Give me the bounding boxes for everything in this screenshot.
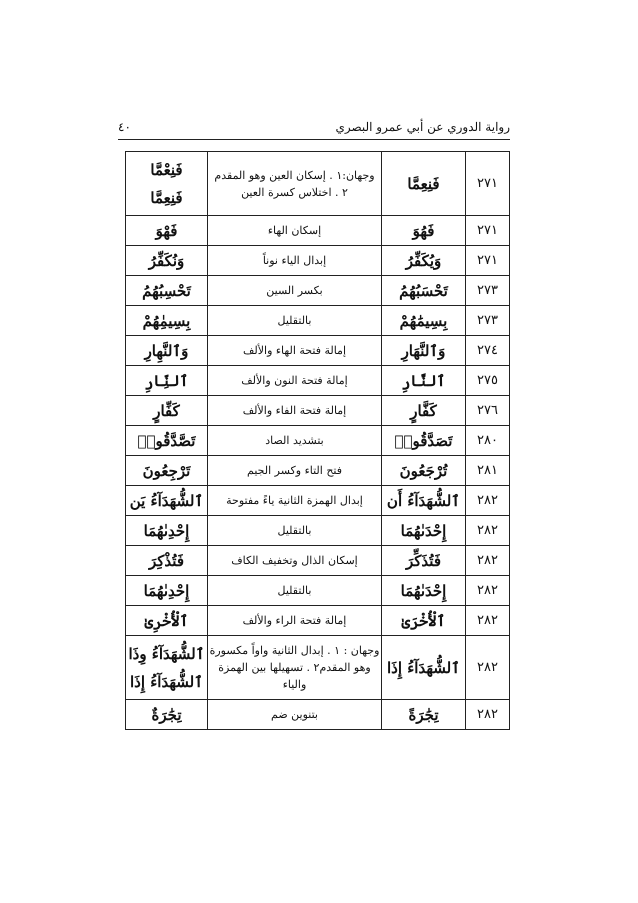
reading-word: وَٱلنَّهِارِ (126, 336, 208, 366)
reading-line: فَنِعْمَّا (150, 160, 183, 179)
reading-word (126, 152, 208, 216)
page-header (118, 116, 510, 140)
verse-number: ٢٨٢ (466, 486, 510, 516)
reading-word: بِسِيمِٰهُمْ (126, 306, 208, 336)
reading-word: إِحْدِىٰهُمَا (126, 516, 208, 546)
reading-description: بالتقليل (208, 306, 382, 336)
quran-word: إِحْدَىٰهُمَا (382, 576, 466, 606)
reading-word (126, 636, 208, 700)
reading-word: ٱلنِّارِ (126, 366, 208, 396)
reading-description: بالتقليل (208, 516, 382, 546)
verse-number: ٢٧١ (466, 246, 510, 276)
table-row (126, 456, 510, 486)
quran-word: فَهُوَ (382, 216, 466, 246)
reading-description: إبدال الهمزة الثانية ياءً مفتوحة (208, 486, 382, 516)
verse-number: ٢٨٢ (466, 576, 510, 606)
reading-line: ٱلشُّهَدَآءُ إِذَا (130, 672, 203, 691)
description-line: وهو المقدم٢ . تسهيلها بين الهمزة والياء (218, 661, 371, 691)
quran-word: إِحْدَىٰهُمَا (382, 516, 466, 546)
description-line: وجهان:١ . إسكان العين وهو المقدم (214, 168, 375, 182)
table-row (126, 700, 510, 730)
table-row (126, 576, 510, 606)
reading-description: إسكان الهاء (208, 216, 382, 246)
reading-line: فَنِعِمَّا (150, 188, 183, 207)
quran-word: بِسِيمَٰهُمْ (382, 306, 466, 336)
table-row (126, 336, 510, 366)
verse-number: ٢٨٢ (466, 546, 510, 576)
reading-description: فتح التاء وكسر الجيم (208, 456, 382, 486)
header-divider (118, 139, 510, 140)
reading-description (208, 636, 382, 700)
table-row (126, 486, 510, 516)
verse-number: ٢٨٢ (466, 700, 510, 730)
verse-number: ٢٨٢ (466, 516, 510, 546)
reading-description: إمالة فتحة النون والألف (208, 366, 382, 396)
reading-description: بكسر السين (208, 276, 382, 306)
verse-number: ٢٨٠ (466, 426, 510, 456)
quran-word: ٱلشُّهَدَآءُ إِذَا (382, 636, 466, 700)
quran-word: ٱلنَّارِ (382, 366, 466, 396)
table-row (126, 366, 510, 396)
reading-word: كَفِّارٍ (126, 396, 208, 426)
table-row (126, 152, 510, 216)
table-row (126, 216, 510, 246)
reading-description: بالتقليل (208, 576, 382, 606)
table-row (126, 516, 510, 546)
reading-word: فَتُذْكِرَ (126, 546, 208, 576)
reading-word: ٱلْأُخْرِىٰ (126, 606, 208, 636)
reading-word: تِجَٰرَةٌ (126, 700, 208, 730)
table-row (126, 636, 510, 700)
quran-word: فَنِعِمَّا (382, 152, 466, 216)
quran-word: كَفَّارٍ (382, 396, 466, 426)
quran-word: تَصَدَّقُوا۟ (382, 426, 466, 456)
table-row (126, 396, 510, 426)
verse-number: ٢٨٢ (466, 606, 510, 636)
reading-description (208, 152, 382, 216)
quran-word: ٱلشُّهَدَآءُ أَن (382, 486, 466, 516)
reading-word: وَنُكَفِّرُ (126, 246, 208, 276)
table-row (126, 426, 510, 456)
table-row (126, 606, 510, 636)
reading-description: إبدال الياء نوناً (208, 246, 382, 276)
quran-word: فَتُذَكِّرَ (382, 546, 466, 576)
reading-word: تَصَّدَّقُوا۟ (126, 426, 208, 456)
quran-word: وَٱلنَّهَارِ (382, 336, 466, 366)
verse-number: ٢٨١ (466, 456, 510, 486)
reading-description: بتشديد الصاد (208, 426, 382, 456)
verse-number: ٢٧١ (466, 216, 510, 246)
reading-line: ٱلشُّهَدَآءُ وِذَا (128, 644, 205, 663)
reading-word: فَهْوَ (126, 216, 208, 246)
reading-description: إمالة فتحة الراء والألف (208, 606, 382, 636)
table-row (126, 246, 510, 276)
reading-word: إِحْدِىٰهُمَا (126, 576, 208, 606)
readings-table (125, 151, 510, 730)
reading-word: ٱلشُّهَدَآءُ يَن (126, 486, 208, 516)
verse-number: ٢٧١ (466, 152, 510, 216)
verse-number: ٢٧٤ (466, 336, 510, 366)
quran-word: ٱلْأُخْرَىٰ (382, 606, 466, 636)
reading-description: بتنوين ضم (208, 700, 382, 730)
reading-description: إمالة فتحة الفاء والألف (208, 396, 382, 426)
reading-word: تَحْسِبُهُمُ (126, 276, 208, 306)
table-row (126, 546, 510, 576)
table-row (126, 276, 510, 306)
quran-word: تَحْسَبُهُمُ (382, 276, 466, 306)
quran-word: تُرْجَعُونَ (382, 456, 466, 486)
running-title: رواية الدوري عن أبي عمرو البصري (335, 120, 510, 134)
reading-description: إسكان الذال وتخفيف الكاف (208, 546, 382, 576)
verse-number: ٢٨٢ (466, 636, 510, 700)
reading-word: تَرْجِعُونَ (126, 456, 208, 486)
quran-word: تِجَٰرَةً (382, 700, 466, 730)
verse-number: ٢٧٣ (466, 276, 510, 306)
reading-description: إمالة فتحة الهاء والألف (208, 336, 382, 366)
page-number: ٤٠ (118, 120, 131, 134)
description-line: وجهان : ١ . إبدال الثانية واواً مكسورة (209, 644, 380, 657)
quran-word: وَيُكَفِّرُ (382, 246, 466, 276)
verse-number: ٢٧٥ (466, 366, 510, 396)
description-line: ٢ . اختلاس كسرة العين (241, 185, 348, 199)
verse-number: ٢٧٣ (466, 306, 510, 336)
verse-number: ٢٧٦ (466, 396, 510, 426)
table-row (126, 306, 510, 336)
